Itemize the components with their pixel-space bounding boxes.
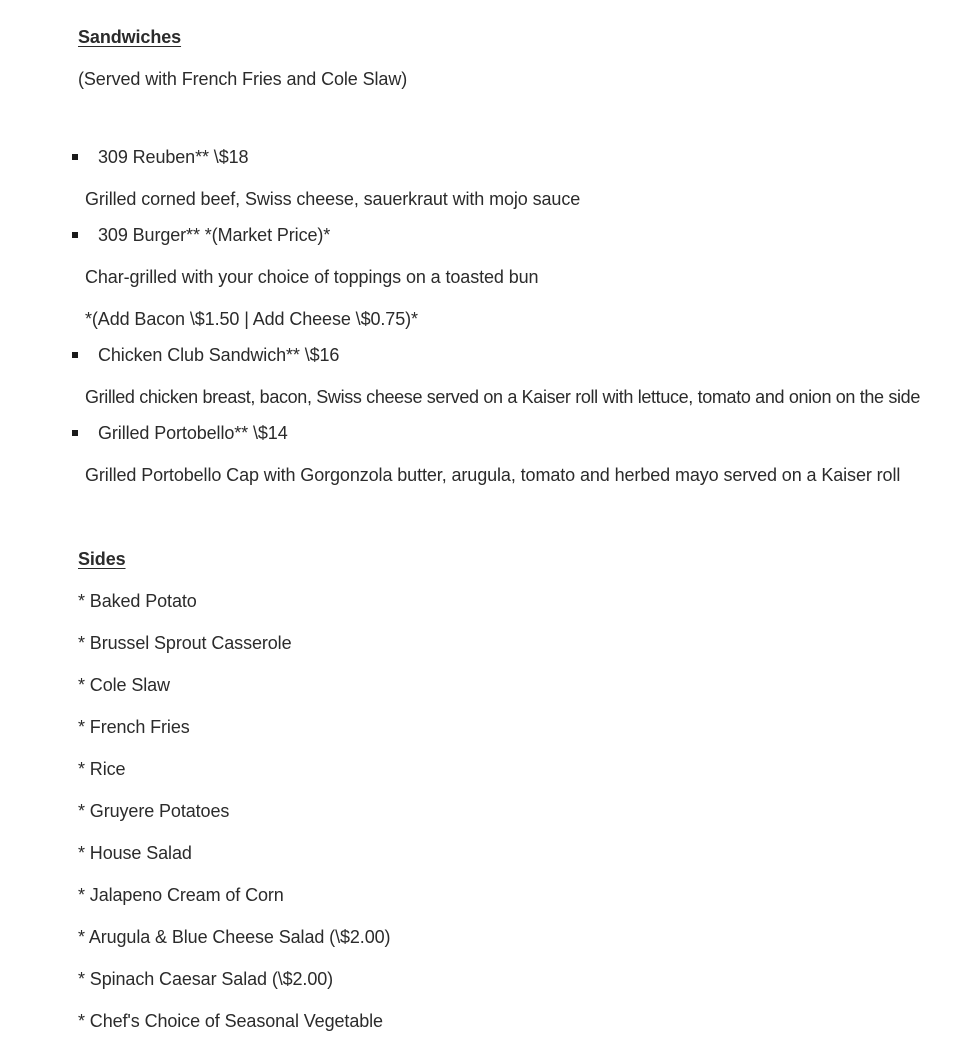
bullet-icon bbox=[72, 352, 78, 358]
sandwich-title: 309 Burger** *(Market Price)* bbox=[98, 225, 331, 245]
sandwich-description: Char-grilled with your choice of toppings on a toasted bun bbox=[85, 267, 539, 287]
sandwich-description: Grilled Portobello Cap with Gorgonzola butter, arugula, tomato and herbed mayo served on a Kaiser roll bbox=[85, 465, 901, 485]
side-item: * Baked Potato bbox=[78, 591, 197, 611]
sides-heading: Sides bbox=[78, 549, 126, 569]
bullet-icon bbox=[72, 430, 78, 436]
side-item: * Spinach Caesar Salad (\$2.00) bbox=[78, 969, 334, 989]
bullet-icon bbox=[72, 232, 78, 238]
side-item: * House Salad bbox=[78, 843, 192, 863]
sandwiches-heading: Sandwiches bbox=[78, 27, 182, 47]
sandwich-title: 309 Reuben** \$18 bbox=[98, 147, 249, 167]
sandwich-description: Grilled corned beef, Swiss cheese, sauerkraut with mojo sauce bbox=[85, 189, 581, 209]
sandwich-title: Chicken Club Sandwich** \$16 bbox=[98, 345, 340, 365]
bullet-icon bbox=[72, 154, 78, 160]
sandwich-addons: *(Add Bacon \$1.50 | Add Cheese \$0.75)* bbox=[85, 309, 418, 329]
sandwich-title: Grilled Portobello** \$14 bbox=[98, 423, 288, 443]
side-item: * Jalapeno Cream of Corn bbox=[78, 885, 284, 905]
side-item: * Gruyere Potatoes bbox=[78, 801, 230, 821]
side-item: * Chef's Choice of Seasonal Vegetable bbox=[78, 1011, 383, 1031]
side-item: * French Fries bbox=[78, 717, 190, 737]
sandwiches-subtitle: (Served with French Fries and Cole Slaw) bbox=[78, 69, 408, 89]
side-item: * Brussel Sprout Casserole bbox=[78, 633, 292, 653]
sandwich-description: Grilled chicken breast, bacon, Swiss cheese served on a Kaiser roll with lettuce, tomato and onion on the side bbox=[85, 387, 920, 407]
side-item: * Rice bbox=[78, 759, 126, 779]
side-item: * Cole Slaw bbox=[78, 675, 170, 695]
side-item: * Arugula & Blue Cheese Salad (\$2.00) bbox=[78, 927, 391, 947]
